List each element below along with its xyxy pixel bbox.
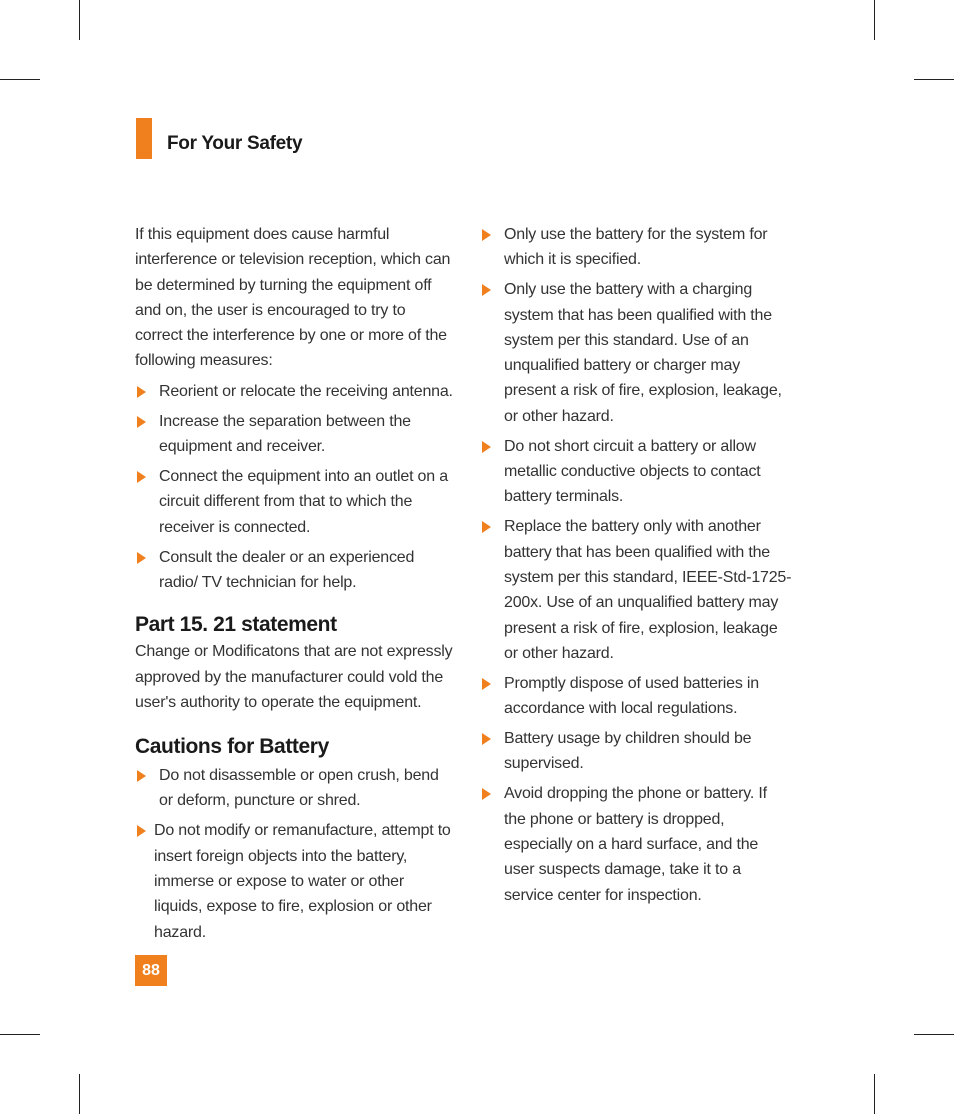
list-item [135,379,453,404]
crop-mark [914,79,954,80]
list-item-text: Do not disassemble or open crush, bend or deform, puncture or shred. [159,767,439,810]
list-item-text: Do not modify or remanufacture, attempt to insert foreign objects into the battery, immerse or expose to water or other liquids, expose to fire, explosion or other hazard. [154,822,451,941]
list-item-text: Battery usage by children should be supervised. [504,730,752,773]
list-item-text: Consult the dealer or an experienced radio/ TV technician for help. [159,548,415,591]
list-item [480,222,792,273]
list-item-text: Only use the battery for the system for which it is specified. [504,226,768,269]
bullet-arrow-icon [137,386,146,398]
list-item-text: Replace the battery only with another battery that has been qualified with the system per this standard, IEEE-Std-1725-200x. Use of an unqualified battery may present a risk of fire, explosion, leakage or other hazard. [504,518,792,662]
crop-mark [874,0,875,40]
bullet-arrow-icon [137,416,146,428]
part15-paragraph: Change or Modificatons that are not expressly approved by the manufacturer could vold the user's authority to operate the equipment. [135,643,453,711]
page-header-title: For Your Safety [167,133,303,154]
list-item [480,434,792,510]
bullet-arrow-icon [137,471,146,483]
crop-mark [0,1034,40,1035]
list-item [480,671,792,722]
cautions-heading: Cautions for Battery [135,735,329,759]
battery-rules-list [480,222,792,908]
intro-paragraph: If this equipment does cause harmful interference or television reception, which can be determined by turning the equipment off and on, the user is encouraged to try to correct the interference by one or more of the following measures: [135,226,451,370]
crop-mark [914,1034,954,1035]
list-item [135,763,453,814]
list-item-text: Only use the battery with a charging system that has been qualified with the system per this standard. Use of an unqualified battery or charger may present a risk of fire, explosion, leakage, or other hazard. [504,281,782,425]
bullet-arrow-icon [137,770,146,782]
list-item-text: Connect the equipment into an outlet on a circuit different from that to which the receiver is connected. [159,468,448,536]
bullet-arrow-icon [482,229,491,241]
list-item [135,464,453,540]
list-item-text: Promptly dispose of used batteries in accordance with local regulations. [504,674,759,718]
bullet-arrow-icon [482,521,491,533]
page-number-badge: 88 [135,955,167,986]
bullet-arrow-icon [137,825,146,837]
list-item [480,726,792,777]
bullet-arrow-icon [137,552,146,564]
header-accent-bar [136,118,152,159]
crop-mark [79,1074,80,1114]
list-item [480,514,792,666]
part15-heading: Part 15. 21 statement [135,613,337,637]
list-item [480,781,792,907]
crop-mark [874,1074,875,1114]
list-item-text: Reorient or relocate the receiving antenna. [159,382,453,400]
crop-mark [79,0,80,40]
list-item-text: Avoid dropping the phone or battery. If the phone or battery is dropped, especially on a hard surface, and the user suspects damage, take it to a service center for inspection. [504,785,767,904]
right-column [480,222,792,913]
bullet-arrow-icon [482,788,491,800]
list-item [135,545,453,596]
bullet-arrow-icon [482,733,491,745]
bullet-arrow-icon [482,284,491,296]
crop-mark [0,79,40,80]
cautions-list [135,763,453,945]
bullet-arrow-icon [482,678,491,690]
list-item-text: Do not short circuit a battery or allow metallic conductive objects to contact battery terminals. [504,437,761,506]
list-item [135,818,453,944]
left-column [135,222,453,950]
list-item [135,409,453,460]
list-item-text: Increase the separation between the equipment and receiver. [159,412,411,456]
list-item [480,277,792,429]
measures-list [135,379,453,595]
bullet-arrow-icon [482,441,491,453]
